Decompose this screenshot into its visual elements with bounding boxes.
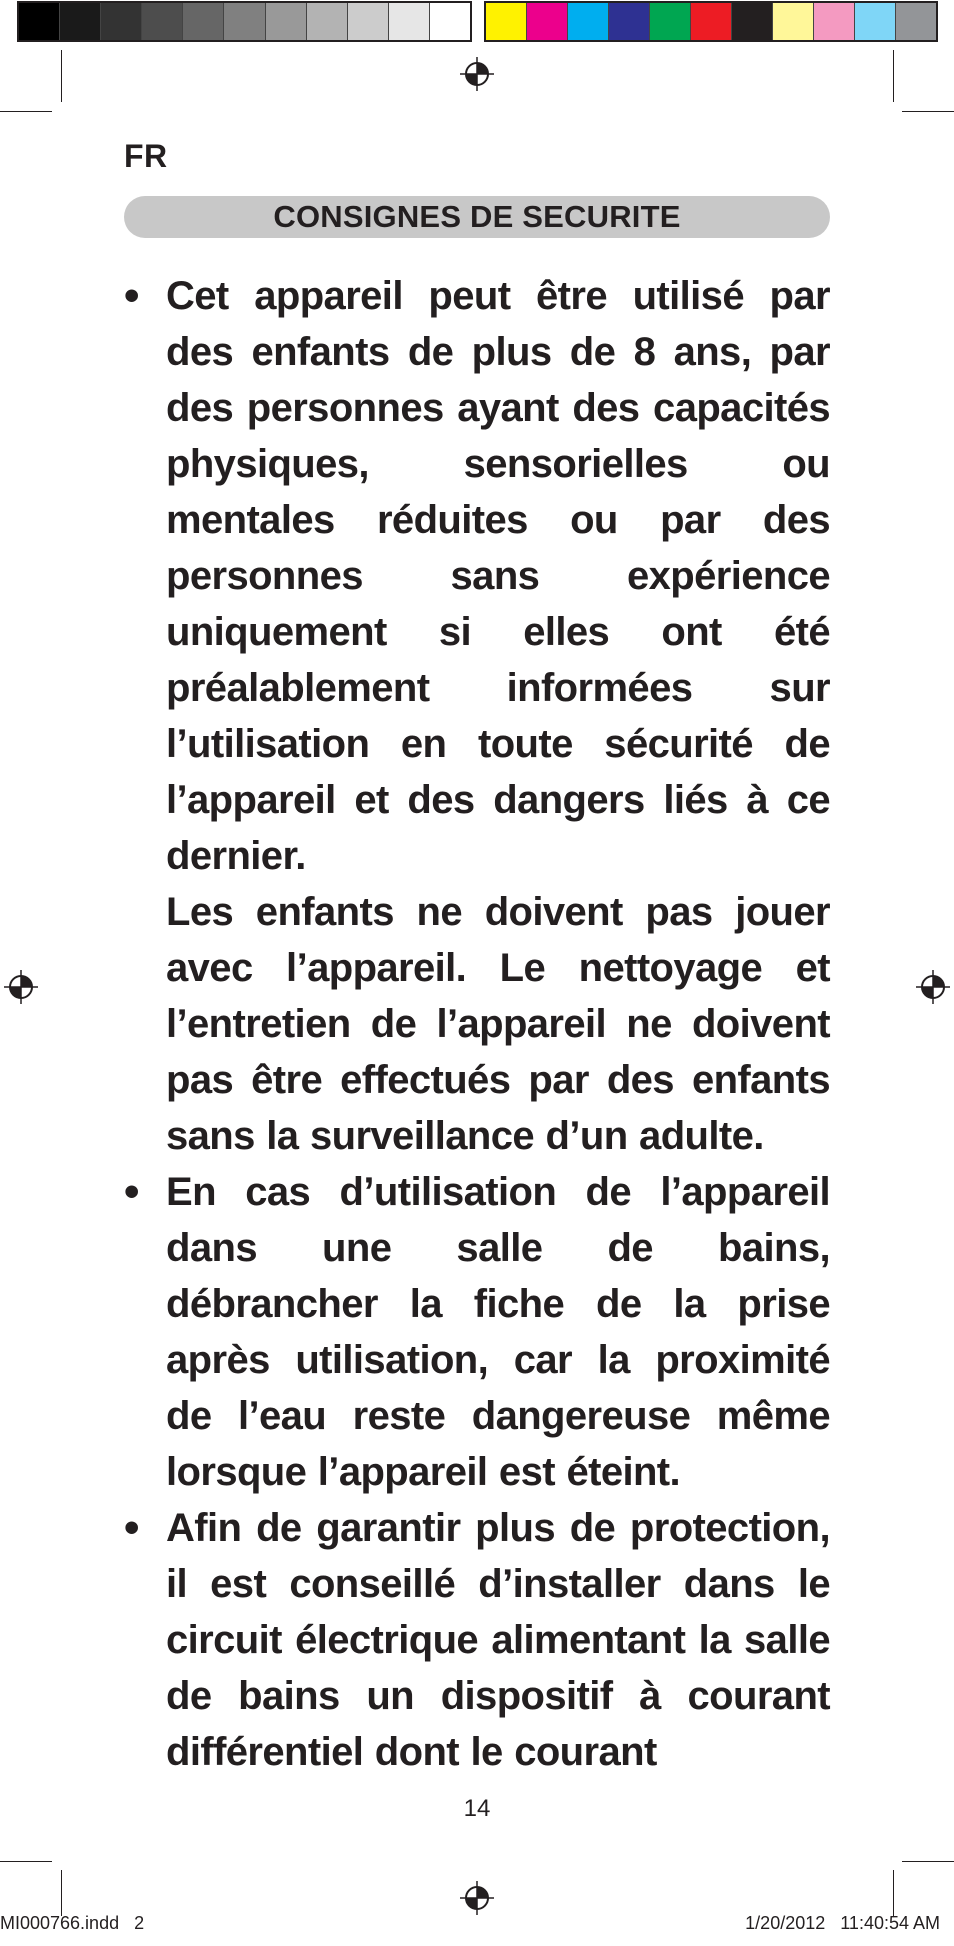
language-code: FR xyxy=(124,138,168,174)
bullet-marker: • xyxy=(124,1167,140,1216)
gray-swatch xyxy=(430,3,470,40)
gray-swatch xyxy=(60,3,101,40)
color-swatch xyxy=(486,3,527,40)
bullet-paragraph: En cas d’utilisation de l’appareil dans une salle de bains, débrancher la fiche de la prise après utilisation, car la proximité de l’eau reste dangereuse même lorsque l’appareil est éteint. xyxy=(166,1170,830,1494)
color-swatch xyxy=(527,3,568,40)
gray-swatch xyxy=(307,3,348,40)
bullet-item xyxy=(124,268,830,1164)
color-swatch xyxy=(609,3,650,40)
gray-swatch xyxy=(142,3,183,40)
gray-swatch xyxy=(389,3,430,40)
color-swatch xyxy=(568,3,609,40)
color-swatch xyxy=(855,3,896,40)
process-color-bar xyxy=(484,1,938,42)
crop-mark-top-left-horizontal xyxy=(0,111,52,112)
page-number: 14 xyxy=(463,1795,491,1822)
safety-instructions xyxy=(124,268,830,1780)
crop-mark-bottom-left-horizontal xyxy=(0,1861,52,1862)
color-swatch xyxy=(814,3,855,40)
color-swatch xyxy=(691,3,732,40)
bullet-paragraph: Cet appareil peut être utilisé par des enfants de plus de 8 ans, par des personnes ayant des capacités physiques, sensorielles ou mentales réduites ou par des personnes sans expérience uniquement si elles ont été préalablement informées sur l’utilisation en toute sécurité de l’appareil et des dangers liés à ce dernier. xyxy=(166,274,830,878)
grayscale-color-bar xyxy=(17,1,472,42)
color-swatch xyxy=(732,3,773,40)
crop-mark-bottom-right-horizontal xyxy=(902,1861,954,1862)
registration-mark-right-icon xyxy=(916,970,950,1004)
color-swatch xyxy=(650,3,691,40)
gray-swatch xyxy=(266,3,307,40)
bullet-item xyxy=(124,1500,830,1780)
section-title: CONSIGNES DE SECURITE xyxy=(273,199,681,234)
slug-timestamp: 1/20/2012 11:40:54 AM xyxy=(745,1913,940,1933)
bullet-paragraph: Les enfants ne doivent pas jouer avec l’appareil. Le nettoyage et l’entretien de l’appareil ne doivent pas être effectués par des enfants sans la surveillance d’un adulte. xyxy=(166,890,830,1158)
slug-file-name: MI000766.indd 2 xyxy=(0,1913,145,1933)
registration-mark-bottom-icon xyxy=(460,1881,494,1915)
crop-mark-bottom-left-vertical xyxy=(61,1870,62,1916)
crop-mark-top-right-vertical xyxy=(893,50,894,102)
crop-mark-top-right-horizontal xyxy=(902,111,954,112)
gray-swatch xyxy=(224,3,265,40)
bullet-item xyxy=(124,1164,830,1500)
gray-swatch xyxy=(348,3,389,40)
crop-mark-bottom-right-vertical xyxy=(893,1870,894,1916)
gray-swatch xyxy=(19,3,60,40)
color-swatch xyxy=(896,3,936,40)
bullet-paragraph: Afin de garantir plus de protection, il est conseillé d’installer dans le circuit électrique alimentant la salle de bains un dispositif à courant différentiel dont le courant xyxy=(166,1506,830,1774)
registration-mark-top-icon xyxy=(460,57,494,91)
bullet-marker: • xyxy=(124,1503,140,1552)
color-swatch xyxy=(773,3,814,40)
gray-swatch xyxy=(101,3,142,40)
crop-mark-top-left-vertical xyxy=(61,50,62,102)
gray-swatch xyxy=(183,3,224,40)
section-title-banner xyxy=(124,196,830,238)
registration-mark-left-icon xyxy=(4,970,38,1004)
bullet-marker: • xyxy=(124,271,140,320)
